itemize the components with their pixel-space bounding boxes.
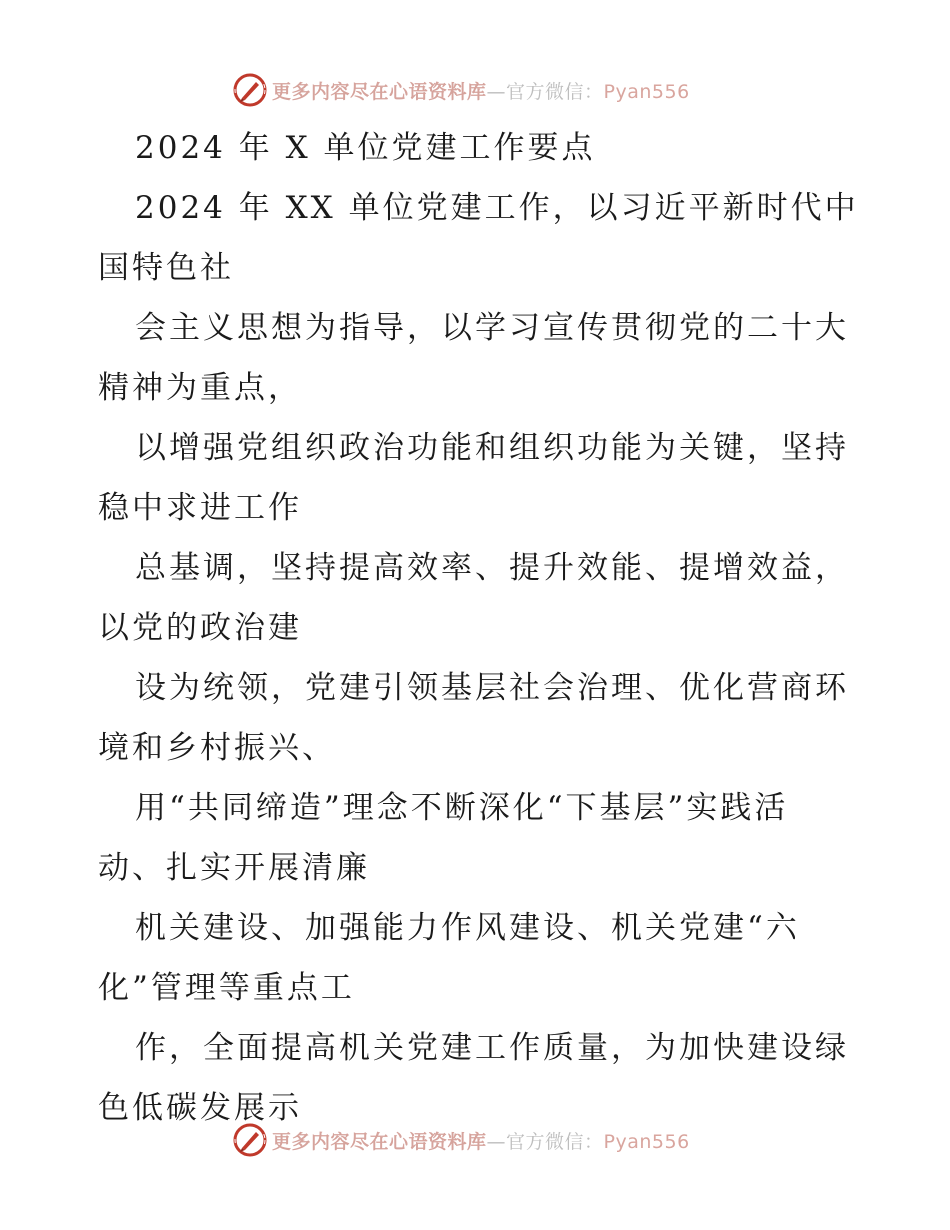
paragraph-line: 总基调，坚持提高效率、提升效能、提增效益， xyxy=(135,550,849,586)
banner-separator: — xyxy=(486,80,507,103)
quill-pen-circle-logo-icon xyxy=(232,1122,268,1158)
document-title: 2024 年 X 单位党建工作要点 xyxy=(135,130,596,166)
quill-pen-circle-logo-icon xyxy=(232,72,268,108)
paragraph-line: 精神为重点， xyxy=(98,370,302,406)
banner-label: 官方微信： xyxy=(506,80,604,103)
paragraph-line: 会主义思想为指导，以学习宣传贯彻党的二十大 xyxy=(135,310,849,346)
banner-label: 官方微信： xyxy=(506,1130,604,1153)
banner-wechat-id: Pyan556 xyxy=(603,1130,690,1153)
paragraph-line: 作，全面提高机关党建工作质量，为加快建设绿 xyxy=(135,1030,849,1066)
paragraph-line: 2024 年 XX 单位党建工作，以习近平新时代中 xyxy=(135,190,859,226)
paragraph-line: 国特色社 xyxy=(98,250,234,286)
banner-brand-text: 更多内容尽在心语资料库 xyxy=(272,1130,487,1153)
header-banner xyxy=(232,70,752,110)
paragraph-line: 化”管理等重点工 xyxy=(98,970,355,1006)
banner-separator: — xyxy=(486,1130,507,1153)
banner-wechat-id: Pyan556 xyxy=(603,80,690,103)
paragraph-line: 稳中求进工作 xyxy=(98,490,302,526)
paragraph-line: 以党的政治建 xyxy=(98,610,302,646)
banner-brand-text: 更多内容尽在心语资料库 xyxy=(272,80,487,103)
paragraph-line: 境和乡村振兴、 xyxy=(98,730,336,766)
document-body xyxy=(98,118,858,1138)
paragraph-line: 动、扎实开展清廉 xyxy=(98,850,370,886)
paragraph-line: 设为统领，党建引领基层社会治理、优化营商环 xyxy=(135,670,849,706)
paragraph-line: 以增强党组织政治功能和组织功能为关键，坚持 xyxy=(135,430,849,466)
footer-banner xyxy=(232,1120,752,1160)
paragraph-line: 色低碳发展示 xyxy=(98,1090,302,1126)
paragraph-line: 用“共同缔造”理念不断深化“下基层”实践活 xyxy=(135,790,789,826)
paragraph-line: 机关建设、加强能力作风建设、机关党建“六 xyxy=(135,910,800,946)
